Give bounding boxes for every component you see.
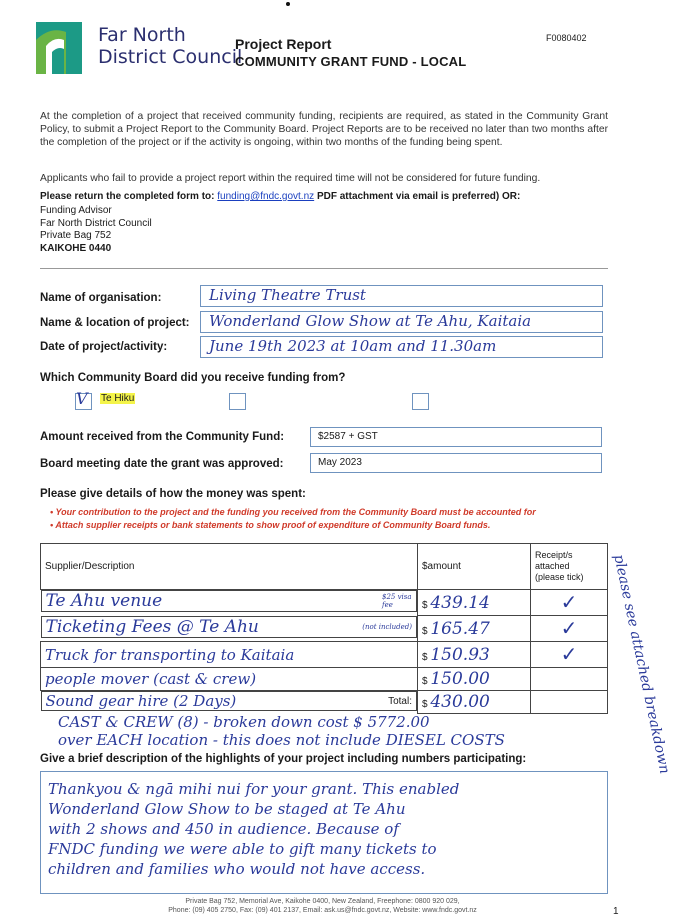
address-city: KAIKOHE 0440 xyxy=(40,242,112,254)
row-note: (not included) xyxy=(362,622,412,631)
row-amount-cell[interactable] xyxy=(418,616,531,642)
table-header-row xyxy=(41,544,608,590)
board-question: Which Community Board did you receive funding from? xyxy=(40,372,346,384)
spending-bullet-text: Attach supplier receipts or bank statements to show proof of expenditure of Community Board funds. xyxy=(55,520,491,530)
row-description-cell[interactable] xyxy=(41,642,418,668)
margin-note-text: please see attached breakdown xyxy=(610,553,673,776)
receipt-header-line: Receipt/s xyxy=(535,550,573,560)
amount-field[interactable] xyxy=(310,427,602,447)
board-option-te-hiku: Te Hiku xyxy=(101,393,135,404)
form-id: F0080402 xyxy=(546,33,587,43)
address-line: Funding Advisor xyxy=(40,205,112,216)
total-receipt-cell[interactable] xyxy=(531,691,608,714)
total-description-cell[interactable] xyxy=(41,691,418,711)
currency-symbol: $ xyxy=(422,676,428,687)
funding-email-link[interactable]: funding@fndc.govt.nz xyxy=(217,191,315,202)
report-title: Project Report xyxy=(235,36,332,52)
row-receipt-cell[interactable] xyxy=(531,616,608,642)
postal-address xyxy=(40,205,152,255)
address-line: Private Bag 752 xyxy=(40,230,112,241)
org-field[interactable] xyxy=(200,285,603,307)
intro-paragraph: At the completion of a project that received community funding, recipients are required, as stated in the Community Grant Policy, to submit a Project Report to the Community Board. Project Reports are to be received no later than two months after the completion of the project or if the activity is ongoing, within two months of the funding being spent. xyxy=(40,111,608,149)
divider xyxy=(40,268,608,269)
amount-label: Amount received from the Community Fund: xyxy=(40,431,285,443)
warning-paragraph: Applicants who fail to provide a project report within the required time will not be considered for future funding. xyxy=(40,173,541,184)
footer-line: Phone: (09) 405 2750, Fax: (09) 401 2137, Email: ask.us@fndc.govt.nz, Website: www.fndc.govt.nz xyxy=(168,907,477,914)
currency-symbol: $ xyxy=(422,651,428,663)
row-receipt-cell[interactable] xyxy=(531,668,608,691)
spending-bullet-text: Your contribution to the project and the funding you received from the Community Board must be accounted for xyxy=(55,507,536,517)
row-amount: 150.00 xyxy=(430,669,490,689)
supplier-header: Supplier/Description xyxy=(41,544,418,590)
total-amount: 430.00 xyxy=(430,692,490,712)
row-amount-cell[interactable] xyxy=(418,642,531,668)
receipt-tick: ✓ xyxy=(560,618,578,640)
date-field[interactable] xyxy=(200,336,603,358)
amount-header: $amount xyxy=(418,544,531,590)
spending-bullet: • Attach supplier receipts or bank statements to show proof of expenditure of Community Board funds. xyxy=(50,520,491,530)
board-checkbox-3[interactable] xyxy=(412,393,429,410)
page-number: 1 xyxy=(613,906,619,917)
receipt-header-line: attached xyxy=(535,561,570,571)
table-row xyxy=(41,616,608,642)
council-name-line1: Far North xyxy=(98,24,186,46)
row-description-cell[interactable] xyxy=(41,668,418,691)
highlights-line: Thankyou & ngā mihi nui for your grant. This enabled xyxy=(48,780,460,798)
project-value: Wonderland Glow Show at Te Ahu, Kaitaia xyxy=(209,312,532,330)
spending-bullet: • Your contribution to the project and the funding you received from the Community Board must be accounted for xyxy=(50,507,536,517)
row-note: $25 visa fee xyxy=(382,593,412,609)
row-receipt-cell[interactable] xyxy=(531,642,608,668)
margin-note xyxy=(600,553,673,776)
row-amount: 439.14 xyxy=(430,592,490,613)
table-row xyxy=(41,642,608,668)
row-description: Te Ahu venue xyxy=(45,591,163,611)
extra-note-line: CAST & CREW (8) - broken down cost $ 5772.00 xyxy=(58,713,430,731)
row-receipt-cell[interactable] xyxy=(531,590,608,616)
currency-symbol: $ xyxy=(422,625,428,637)
scan-dot xyxy=(286,2,290,6)
board-check-mark: V xyxy=(76,389,88,408)
receipt-header-line: (please tick) xyxy=(535,572,584,582)
project-label: Name & location of project: xyxy=(40,317,190,329)
receipt-tick: ✓ xyxy=(560,644,578,666)
report-subtitle: COMMUNITY GRANT FUND - LOCAL xyxy=(235,54,467,69)
council-name-line2: District Council xyxy=(98,46,243,68)
footer-line: Private Bag 752, Memorial Ave, Kaikohe 0400, New Zealand, Freephone: 0800 920 029, xyxy=(185,898,460,905)
return-suffix: PDF attachment via email is preferred) OR: xyxy=(316,191,521,202)
council-logo-icon xyxy=(36,22,82,74)
address-line: Far North District Council xyxy=(40,217,152,229)
total-amount-cell[interactable] xyxy=(418,691,531,714)
highlights-title: Give a brief description of the highlights of your project including numbers participating: xyxy=(40,753,527,765)
total-row-description: Sound gear hire (2 Days) xyxy=(45,692,237,710)
return-prefix: Please return the completed form to: xyxy=(40,191,215,202)
table-total-row xyxy=(41,691,608,714)
currency-symbol: $ xyxy=(422,699,428,710)
row-amount-cell[interactable] xyxy=(418,668,531,691)
date-value: June 19th 2023 at 10am and 11.30am xyxy=(209,337,497,355)
table-row xyxy=(41,590,608,616)
date-label: Date of project/activity: xyxy=(40,341,168,353)
currency-symbol: $ xyxy=(422,599,428,611)
row-amount-cell[interactable] xyxy=(418,590,531,616)
receipt-header xyxy=(531,544,608,590)
highlights-line: with 2 shows and 450 in audience. Because of xyxy=(48,820,399,838)
meeting-date-label: Board meeting date the grant was approved: xyxy=(40,458,284,470)
meeting-date-field[interactable] xyxy=(310,453,602,473)
extra-note-line: over EACH location - this does not include DIESEL COSTS xyxy=(58,731,505,749)
spending-title: Please give details of how the money was spent: xyxy=(40,488,306,500)
receipt-tick: ✓ xyxy=(560,592,578,614)
highlights-line: children and families who would not have access. xyxy=(48,860,426,878)
project-field[interactable] xyxy=(200,311,603,333)
org-value: Living Theatre Trust xyxy=(209,286,366,304)
highlights-line: Wonderland Glow Show to be staged at Te Ahu xyxy=(48,800,406,818)
board-checkbox-2[interactable] xyxy=(229,393,246,410)
meeting-date-value: May 2023 xyxy=(318,457,362,468)
row-description-cell[interactable] xyxy=(41,590,418,612)
amount-value: $2587 + GST xyxy=(318,431,378,442)
row-amount: 165.47 xyxy=(430,618,490,639)
row-description: people mover (cast & crew) xyxy=(45,670,257,688)
board-checkbox-te-hiku[interactable] xyxy=(75,389,92,410)
row-description: Truck for transporting to Kaitaia xyxy=(45,645,295,664)
row-amount: 150.93 xyxy=(430,644,490,665)
row-description-cell[interactable] xyxy=(41,616,418,638)
expenditure-table xyxy=(40,543,608,714)
council-name xyxy=(98,24,242,68)
highlights-line: FNDC funding we were able to gift many tickets to xyxy=(48,840,437,858)
org-label: Name of organisation: xyxy=(40,292,162,304)
total-label: Total: xyxy=(388,695,412,707)
return-instructions xyxy=(40,191,608,204)
table-row xyxy=(41,668,608,691)
row-description: Ticketing Fees @ Te Ahu xyxy=(45,616,259,637)
